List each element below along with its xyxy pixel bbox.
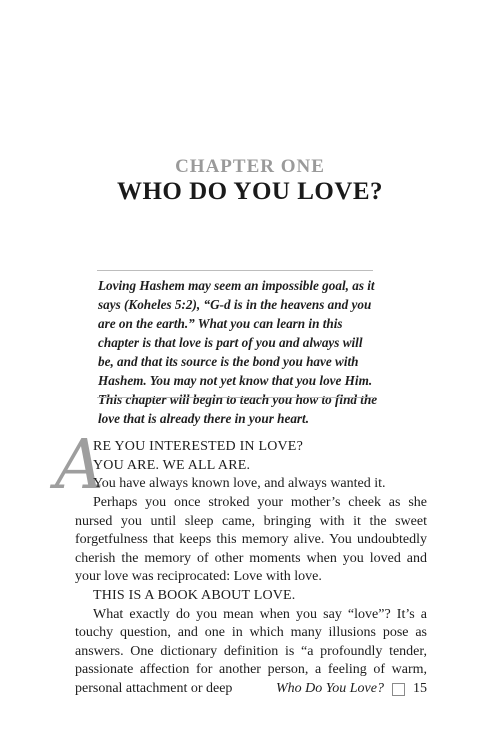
summary-top-rule xyxy=(97,270,373,271)
square-ornament-icon xyxy=(392,683,405,696)
opening-block xyxy=(55,426,427,505)
paragraph: What exactly do you mean when you say “love”? It’s a touchy question, and one in which many illusions pose as answers. One dictionary definition is “a profoundly tender, passionate affection for another person, a feeling of warm, personal attachment or deep xyxy=(75,606,427,696)
body-text xyxy=(55,426,427,699)
chapter-label: CHAPTER ONE xyxy=(175,156,325,177)
opening-line-3: You have always known love, and always wanted it. xyxy=(93,476,386,492)
opening-line-2: YOU ARE. WE ALL ARE. xyxy=(93,457,251,473)
chapter-summary: Loving Hashem may seem an impossible goal, as it says (Koheles 5:2), “G-d is in the heavens and you are on the earth.” What you can learn in this chapter is that love is part of you and always will be, and that its source is the bond you have with Hashem. You may not yet know that you love Him. This chapter will begin to teach you how to find the love that is already there in your heart. xyxy=(98,278,378,426)
drop-cap: A xyxy=(55,426,105,505)
page-number: 15 xyxy=(413,681,427,696)
running-head: Who Do You Love? xyxy=(276,681,384,696)
paragraph: Perhaps you once stroked your mother’s cheek as she nursed you until sleep came, bringing with it the sweet forgetfulness that keeps this memory alive. You undoubtedly cherish the memory of other moments when you loved and your love was reciprocated: Love with love. xyxy=(75,495,427,585)
summary-bottom-rule xyxy=(97,397,373,398)
section-heading: THIS IS A BOOK ABOUT LOVE. xyxy=(93,587,296,603)
opening-line-1: RE YOU INTERESTED IN LOVE? xyxy=(93,439,303,454)
chapter-title: WHO DO YOU LOVE? xyxy=(116,178,384,205)
page-footer xyxy=(0,681,427,697)
